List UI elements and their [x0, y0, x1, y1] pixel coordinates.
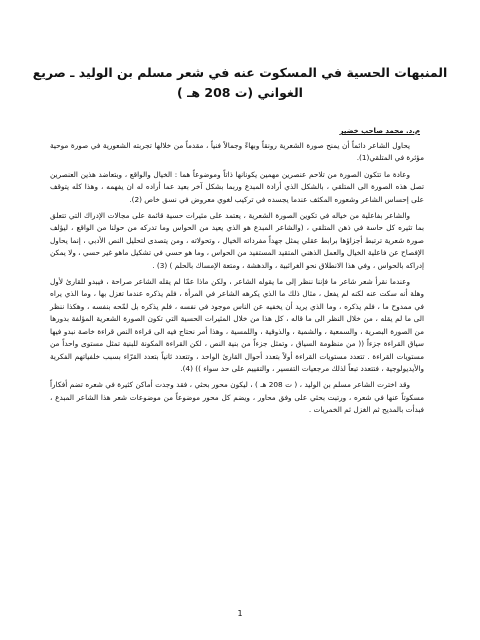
paragraph: والشاعر بفاعلية من خياله في تكوين الصورة الشعرية ، يعتمد على مثيرات حسية قائمة على مجالات الإدراك التي تتعلق بما تثيره كل حاسة في ذهن المتلقي ، (والشاعر المبدع هو الذي يعيد من الحواس وما تدركه من حولنا من الواقع ، ليؤلف صورة شعرية ترتبط أجزاؤها برابط عقلي يمثل جهداً مفرداته الخيال ، وتحولاته ، ومن يتصدى لتحليل النص الأدبي ، إنما يحاول الإفصاح عن فاعلية الخيال والعمل الذهني المتقيد المستفيد من الحواس ، وما هو حسي في تشكيل ماهو غير حسي ، ولا يمكن إدراكه بالحواس ، وفي هذا الانطلاق نحو الغرائبية ، والدهشة ، ومتعة الإمساك بالحلم ) (3) . — [50, 211, 424, 270]
paper-title: المنبهات الحسية في المسكوت عنه في شعر مسلم بن الوليد ـ صريع الغواني (ت 208 هـ ) — [32, 65, 448, 100]
page-number: 1 — [237, 609, 243, 618]
paragraph: يحاول الشاعر دائماً أن يمنح صورة الشعرية رونقاً وبهاءً وجمالاً فنياً ، مقدماً من خلالها تجربته الشعورية في صورة موحية مؤثرة في المتلقي(1). — [50, 141, 424, 163]
paragraph: وعادة ما تتكون الصورة من تلاحم عنصرين مهمين يكونانها ذاتاً وموضوعاً هما : الخيال والواقع ، وبتعاضد هذين العنصرين تصل هذه الصورة الى المتلقي ، بالشكل الذي أرادة المبدع وربما بشكل آخر بعيد عما أراده له ان يفهمه ، وهذا كله يتوقف على إحساس الشاعر وشعوره المكثف عندما يجسده في تركيب لغوي معروض في نسق خاص (2). — [50, 169, 424, 204]
paragraph: وعندما نقرأ شعر شاعر ما فإننا ننظر إلى ما يقوله الشاعر ، ولكن ماذا عمّا لم يقله الشاعر صراحة ، فيبدو للقارئ لأول وهلة أنه سكت عنه لكنه لم يفعل ، مثال ذلك ما الذي يكرهه الشاعر في المرأة ، فلم يذكره عندما تغزل بها ، وما الذي يراه في ممدوح ما ، فلم يذكره ، وما الذي يريد أن يخفيه عن الناس موجود في نفسه ، فلم يذكره بل لمّحه بنفسه ، وهكذا ننظر الى ما لم يقله ، من خلال النظر الى ما قاله ، كل هذا من خلال المثيرات الحسية التي تكون الصورة الشعرية المؤلفة بدورها من الصورة البصرية ، والسمعية ، والشمية ، والذوقية ، واللمسية ، وهذا أمر نحتاج فيه الى قراءة النص قراءة خاصة نبدو فيها سياق القراءة جزءاً (( من منظومة السياق ، وتمثل جزءاً من بنية النص ، لكن القراءة المكونة للبنية تمثل مستوى واحداً من مستويات القراءة . تتعدد مستويات القراءة أولاً بتعدد أحوال القارئ الواحد ، وتتعدد ثانياً بتعدد القرّاء بسبب خلفياتهم الفكرية والأيديولوجية ، فتتعدد تبعاً لذلك مرجعيات التفسير ، والتقييم على حد سواء )) (4). — [50, 277, 424, 373]
paragraph: وقد اخترت الشاعر مسلم بن الوليد ، ( ت 208 هـ ) ، ليكون محور بحثي ، فقد وجدت أماكن كثيرة في شعره تضم أفكاراً مسكوتاً عنها في شعره ، ورتبت بحثي على وفق محاور ، ويضم كل محور موضوعاً من موضوعات شعر هذا الشاعر المبدع ، فبدأت بالمديح ثم الغزل ثم الخمريات . — [50, 380, 424, 415]
body-text — [50, 140, 424, 421]
author-name: م.د. محمد صاحب خضير — [339, 127, 420, 135]
